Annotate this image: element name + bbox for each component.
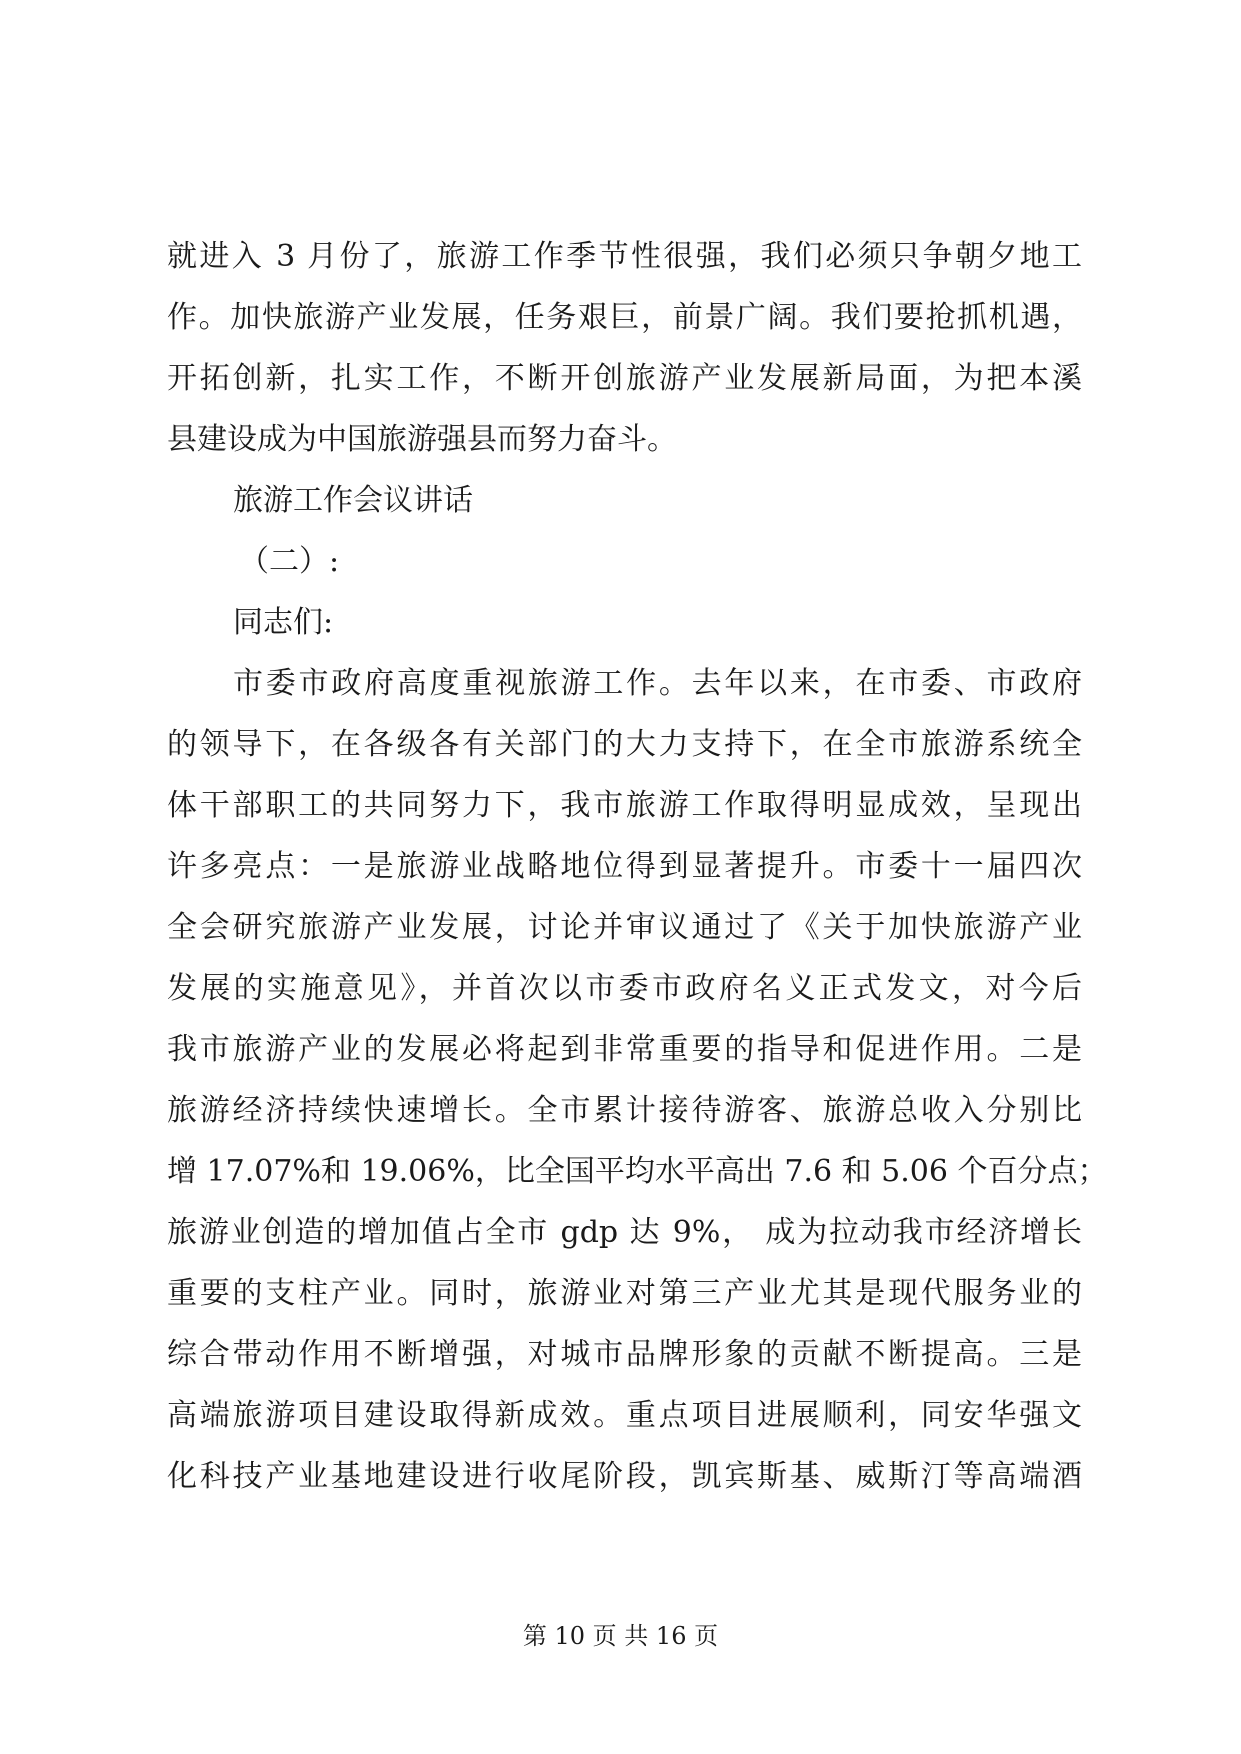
text-line: 综合带动作用不断增强，对城市品牌形象的贡献不断提高。三是 (167, 1337, 1082, 1372)
salutation: 同志们: (233, 605, 334, 640)
text-line: 县建设成为中国旅游强县而努力奋斗。 (167, 422, 677, 457)
text-line: 作。加快旅游产业发展，任务艰巨，前景广阔。我们要抢抓机遇， (167, 300, 1082, 335)
text-line: 体干部职工的共同努力下，我市旅游工作取得明显成效，呈现出 (167, 788, 1082, 823)
text-line: 的领导下，在各级各有关部门的大力支持下，在全市旅游系统全 (167, 727, 1082, 762)
text-line: 全会研究旅游产业发展，讨论并审议通过了《关于加快旅游产业 (167, 910, 1082, 945)
section-title: 旅游工作会议讲话 (233, 483, 473, 518)
text-line: 开拓创新，扎实工作，不断开创旅游产业发展新局面，为把本溪 (167, 361, 1082, 396)
text-line: 增 17.07%和 19.06%，比全国平均水平高出 7.6 和 5.06 个百分点； (167, 1154, 1108, 1189)
text-line: 高端旅游项目建设取得新成效。重点项目进展顺利，同安华强文 (167, 1398, 1082, 1433)
text-line: 发展的实施意见》，并首次以市委市政府名义正式发文，对今后 (167, 971, 1082, 1006)
text-line: 旅游经济持续快速增长。全市累计接待游客、旅游总收入分别比 (167, 1093, 1082, 1128)
section-number: （二）: (239, 544, 340, 579)
document-body (167, 226, 1108, 1507)
text-line: 化科技产业基地建设进行收尾阶段，凯宾斯基、威斯汀等高端酒 (167, 1459, 1082, 1494)
text-line: 我市旅游产业的发展必将起到非常重要的指导和促进作用。二是 (167, 1032, 1082, 1067)
text-line: 就进入 3 月份了，旅游工作季节性很强，我们必须只争朝夕地工 (167, 239, 1082, 274)
text-line: 许多亮点：一是旅游业战略地位得到显著提升。市委十一届四次 (167, 849, 1082, 884)
page-number-footer: 第 10 页 共 16 页 (522, 1622, 719, 1650)
text-line: 市委市政府高度重视旅游工作。去年以来，在市委、市政府 (233, 666, 1082, 701)
text-line: 旅游业创造的增加值占全市 gdp 达 9%， 成为拉动我市经济增长 (167, 1215, 1082, 1250)
text-line: 重要的支柱产业。同时，旅游业对第三产业尤其是现代服务业的 (167, 1276, 1082, 1311)
